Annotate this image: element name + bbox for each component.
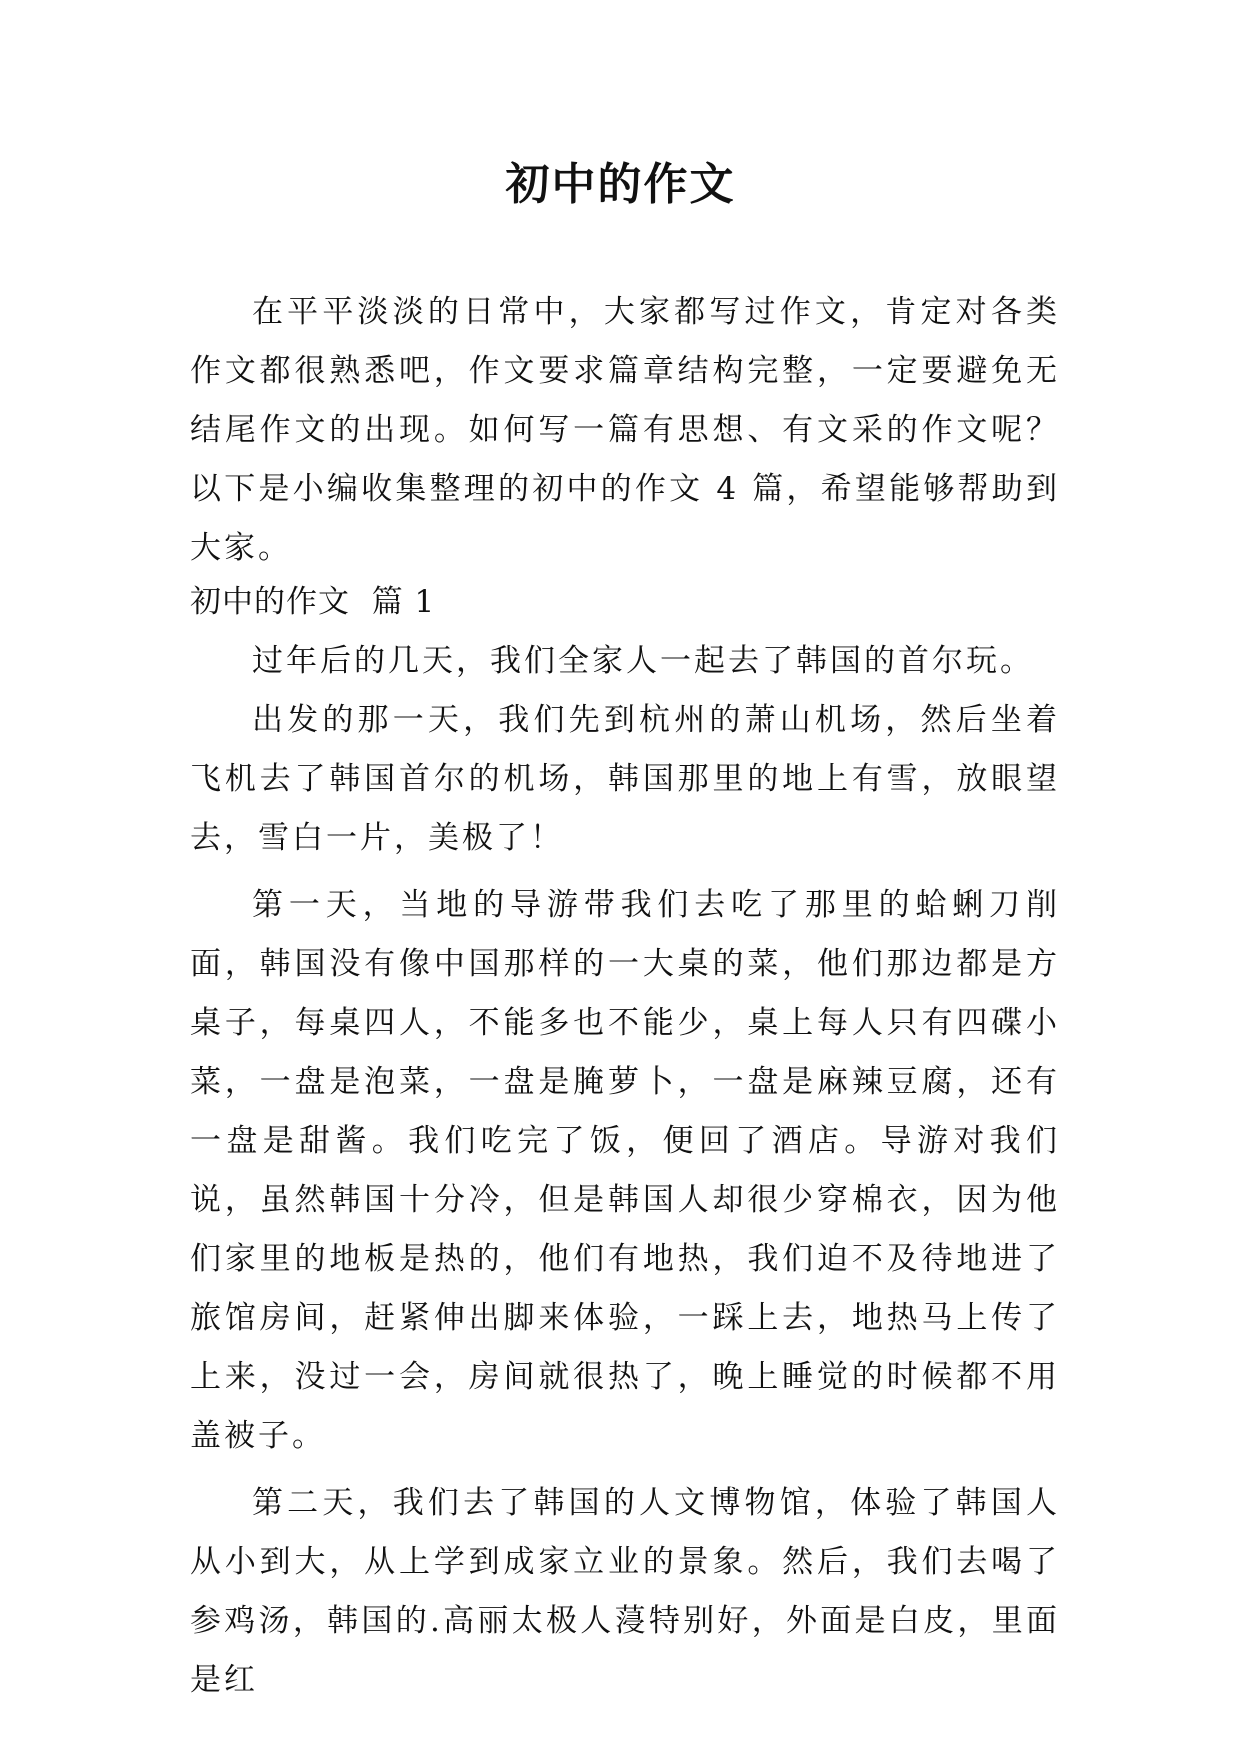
intro-paragraph: 在平平淡淡的日常中，大家都写过作文，肯定对各类作文都很熟悉吧，作文要求篇章结构完整，一定要避免无结尾作文的出现。如何写一篇有思想、有文采的作文呢？以下是小编收集整理的初中的作文 4 篇，希望能够帮助到大家。	[190, 294, 1060, 566]
article-paragraph: 出发的那一天，我们先到杭州的萧山机场，然后坐着飞机去了韩国首尔的机场，韩国那里的地上有雪，放眼望去，雪白一片，美极了！	[190, 702, 1060, 856]
article-paragraph: 第一天，当地的导游带我们去吃了那里的蛤蜊刀削面，韩国没有像中国那样的一大桌的菜，他们那边都是方桌子，每桌四人，不能多也不能少，桌上每人只有四碟小菜，一盘是泡菜，一盘是腌萝卜，一盘是麻辣豆腐，还有一盘是甜酱。我们吃完了饭，便回了酒店。导游对我们说，虽然韩国十分冷，但是韩国人却很少穿棉衣，因为他们家里的地板是热的，他们有地热，我们迫不及待地进了旅馆房间，赶紧伸出脚来体验，一踩上去，地热马上传了上来，没过一会，房间就很热了，晚上睡觉的时候都不用盖被子。	[190, 887, 1060, 1454]
intro-block	[190, 283, 1060, 578]
article-paragraph: 过年后的几天，我们全家人一起去了韩国的首尔玩。	[252, 643, 1034, 679]
document-title: 初中的作文	[505, 159, 736, 210]
section-heading: 初中的作文 篇 1	[190, 584, 436, 620]
article-block	[190, 573, 1060, 1710]
article-paragraph: 第二天，我们去了韩国的人文博物馆，体验了韩国人从小到大，从上学到成家立业的景象。然后，我们去喝了参鸡汤，韩国的.高丽太极人蓡特别好，外面是白皮，里面是红	[190, 1485, 1060, 1698]
